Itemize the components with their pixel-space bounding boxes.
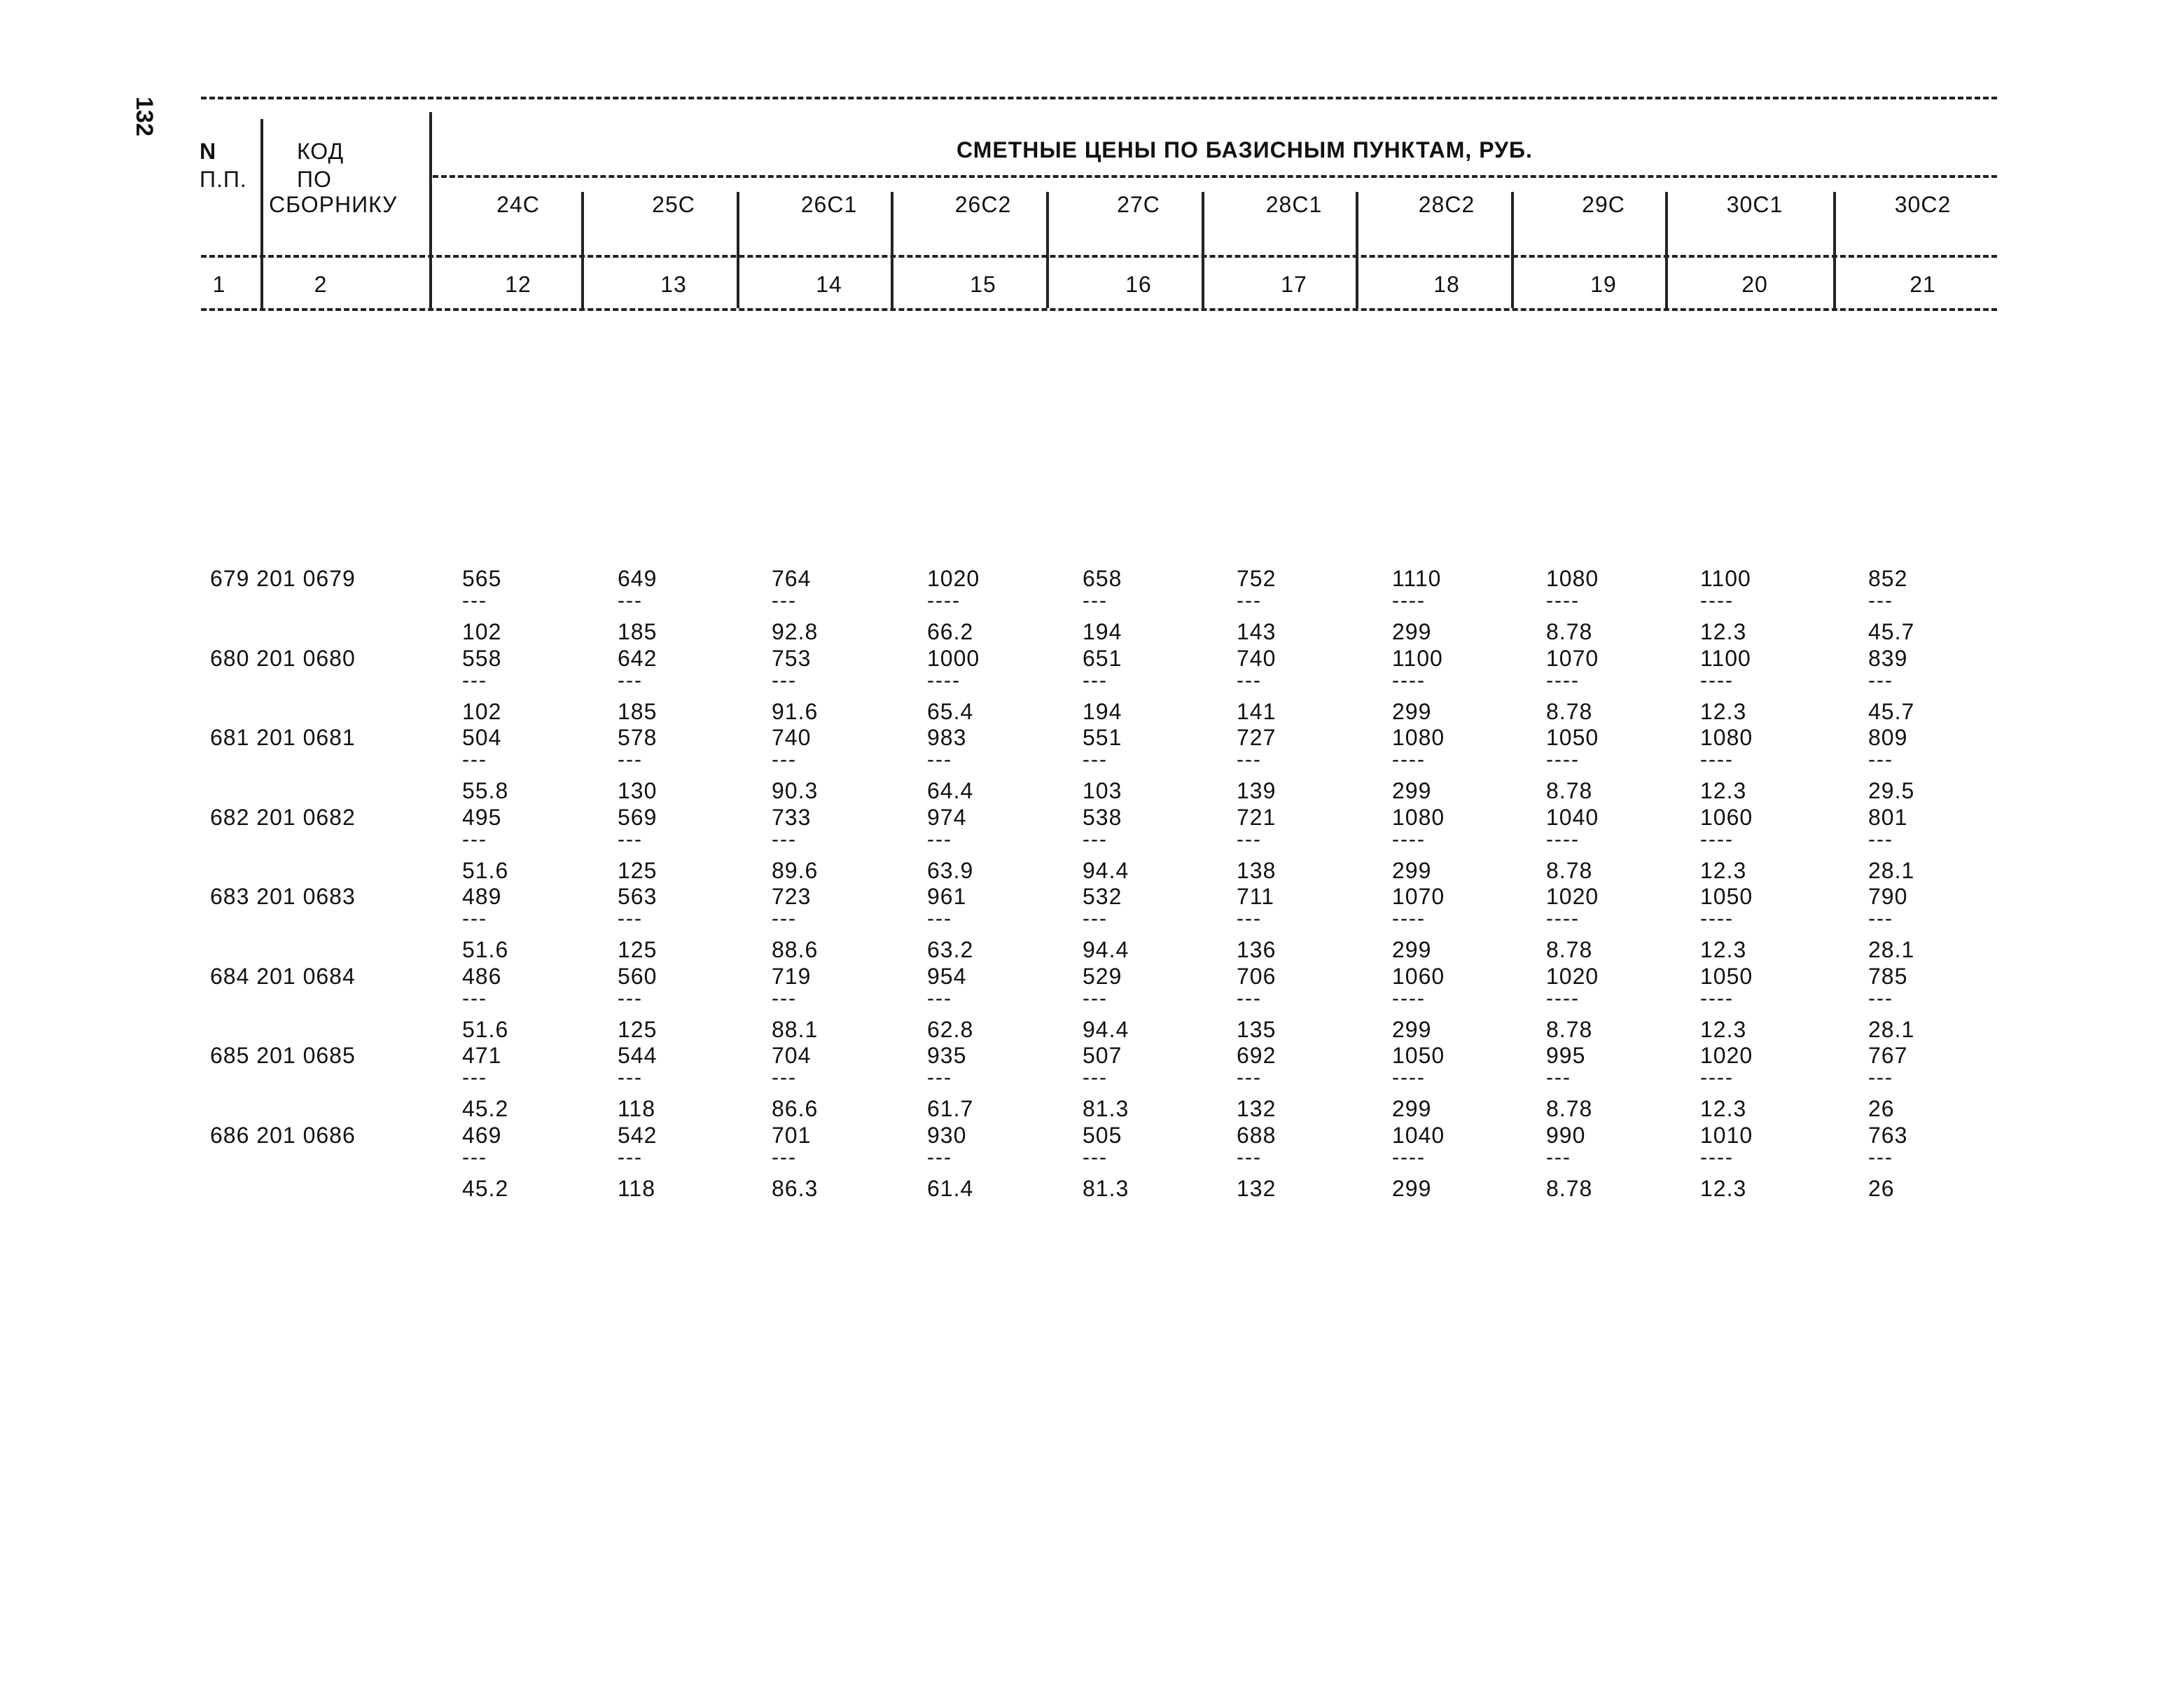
- header-bottom-rule: [201, 308, 1997, 311]
- transport-value: 86.3: [772, 1175, 819, 1201]
- transport-value: 51.6: [462, 1016, 509, 1042]
- fraction-bar: ---: [618, 827, 643, 851]
- fraction-bar: ---: [927, 748, 952, 771]
- transport-value: 12.3: [1700, 619, 1747, 644]
- column-number: 17: [1281, 272, 1307, 297]
- fraction-bar: ---: [462, 986, 487, 1010]
- vbar-price-3: [1046, 192, 1049, 308]
- transport-value: 12.3: [1700, 1175, 1747, 1201]
- vbar-price-1: [737, 192, 739, 308]
- price-value: 1010: [1700, 1122, 1753, 1148]
- price-value: 740: [772, 725, 812, 750]
- fraction-bar: ---: [1237, 748, 1262, 771]
- price-col-header: 26С1: [800, 192, 858, 217]
- fraction-bar: ----: [1700, 1066, 1734, 1089]
- fraction-bar: ----: [1392, 1066, 1426, 1089]
- row-code: 682 201 0682: [210, 804, 356, 830]
- fraction-bar: ---: [1868, 589, 1893, 612]
- transport-value: 64.4: [927, 778, 974, 803]
- transport-value: 299: [1392, 778, 1432, 803]
- transport-value: 185: [618, 698, 658, 724]
- price-value: 790: [1868, 884, 1908, 909]
- transport-value: 12.3: [1700, 1016, 1747, 1042]
- transport-value: 136: [1237, 937, 1277, 962]
- transport-value: 102: [462, 698, 502, 724]
- row-code: 685 201 0685: [210, 1043, 356, 1068]
- vbar-price-4: [1202, 192, 1204, 308]
- transport-value: 194: [1083, 698, 1122, 724]
- fraction-bar: ---: [1237, 986, 1262, 1010]
- price-value: 764: [772, 566, 812, 591]
- fraction-bar: ----: [1546, 827, 1580, 851]
- transport-value: 8.78: [1546, 1096, 1593, 1121]
- transport-value: 55.8: [462, 778, 509, 803]
- transport-value: 63.2: [927, 937, 974, 962]
- transport-value: 130: [618, 778, 658, 803]
- fraction-bar: ---: [927, 907, 952, 930]
- price-value: 1080: [1392, 725, 1445, 750]
- fraction-bar: ---: [927, 986, 952, 1010]
- fraction-bar: ---: [772, 589, 797, 612]
- price-value: 578: [618, 725, 658, 750]
- fraction-bar: ---: [772, 907, 797, 930]
- transport-value: 118: [618, 1175, 656, 1201]
- fraction-bar: ---: [462, 1066, 487, 1089]
- transport-value: 8.78: [1546, 857, 1593, 883]
- price-value: 852: [1868, 566, 1908, 591]
- price-value: 692: [1237, 1043, 1277, 1068]
- fraction-bar: ----: [1392, 589, 1426, 612]
- vbar-code: [429, 112, 432, 308]
- transport-value: 12.3: [1700, 698, 1747, 724]
- price-value: 723: [772, 884, 812, 909]
- price-value: 529: [1083, 963, 1122, 989]
- price-value: 995: [1546, 1043, 1586, 1068]
- transport-value: 88.6: [772, 937, 819, 962]
- fraction-bar: ----: [1700, 668, 1734, 692]
- price-col-header: 25С: [652, 192, 695, 217]
- price-value: 688: [1237, 1122, 1277, 1148]
- transport-value: 28.1: [1868, 937, 1915, 962]
- price-value: 558: [462, 645, 502, 671]
- price-value: 954: [927, 963, 967, 989]
- price-value: 505: [1083, 1122, 1122, 1148]
- header-n-line1: N: [200, 139, 217, 164]
- fraction-bar: ---: [618, 668, 643, 692]
- fraction-bar: ---: [1546, 1145, 1571, 1169]
- price-value: 752: [1237, 566, 1277, 591]
- fraction-bar: ---: [1868, 827, 1893, 851]
- price-value: 642: [618, 645, 658, 671]
- price-value: 711: [1237, 884, 1275, 909]
- price-col-header: 28С1: [1265, 192, 1323, 217]
- price-value: 721: [1237, 804, 1277, 830]
- transport-value: 51.6: [462, 857, 509, 883]
- price-value: 1080: [1700, 725, 1753, 750]
- price-value: 1040: [1392, 1122, 1445, 1148]
- column-number: 20: [1741, 272, 1768, 297]
- transport-value: 29.5: [1868, 778, 1915, 803]
- price-value: 538: [1083, 804, 1122, 830]
- column-number: 1: [212, 272, 226, 297]
- fraction-bar: ---: [1083, 1066, 1108, 1089]
- price-value: 469: [462, 1122, 502, 1148]
- fraction-bar: ----: [1392, 748, 1426, 771]
- fraction-bar: ---: [1083, 668, 1108, 692]
- fraction-bar: ---: [618, 907, 643, 930]
- transport-value: 103: [1083, 778, 1122, 803]
- header-span-title: СМЕТНЫЕ ЦЕНЫ ПО БАЗИСНЫМ ПУНКТАМ, РУБ.: [957, 137, 1533, 162]
- fraction-bar: ---: [772, 748, 797, 771]
- fraction-bar: ---: [1868, 748, 1893, 771]
- page-number: 132: [131, 97, 158, 137]
- vbar-price-7: [1665, 192, 1668, 308]
- transport-value: 299: [1392, 857, 1432, 883]
- price-value: 563: [618, 884, 658, 909]
- price-value: 801: [1868, 804, 1908, 830]
- fraction-bar: ----: [1700, 1145, 1734, 1169]
- fraction-bar: ---: [618, 589, 643, 612]
- header-code-line3: СБОРНИКУ: [269, 192, 398, 217]
- transport-value: 61.7: [927, 1096, 974, 1121]
- fraction-bar: ---: [1237, 1145, 1262, 1169]
- vbar-price-5: [1356, 192, 1358, 308]
- fraction-bar: ---: [927, 1145, 952, 1169]
- fraction-bar: ----: [1392, 986, 1426, 1010]
- transport-value: 12.3: [1700, 1096, 1747, 1121]
- price-value: 753: [772, 645, 812, 671]
- vbar-price-2: [891, 192, 893, 308]
- price-value: 733: [772, 804, 812, 830]
- column-number: 16: [1125, 272, 1152, 297]
- fraction-bar: ----: [1700, 748, 1734, 771]
- price-col-header: 30С2: [1894, 192, 1952, 217]
- fraction-bar: ----: [1546, 668, 1580, 692]
- fraction-bar: ---: [772, 668, 797, 692]
- price-value: 983: [927, 725, 967, 750]
- vbar-n: [260, 119, 263, 308]
- price-value: 1050: [1392, 1043, 1445, 1068]
- transport-value: 61.4: [927, 1175, 974, 1201]
- price-value: 961: [927, 884, 967, 909]
- transport-value: 94.4: [1083, 937, 1129, 962]
- fraction-bar: ---: [462, 907, 487, 930]
- price-value: 704: [772, 1043, 812, 1068]
- transport-value: 8.78: [1546, 937, 1593, 962]
- fraction-bar: ---: [1868, 986, 1893, 1010]
- price-value: 551: [1083, 725, 1122, 750]
- transport-value: 92.8: [772, 619, 819, 644]
- transport-value: 62.8: [927, 1016, 974, 1042]
- price-value: 727: [1237, 725, 1277, 750]
- fraction-bar: ---: [927, 1066, 952, 1089]
- fraction-bar: ---: [618, 1145, 643, 1169]
- price-value: 495: [462, 804, 502, 830]
- transport-value: 8.78: [1546, 1016, 1593, 1042]
- header-sub-rule: [201, 255, 1997, 258]
- fraction-bar: ---: [1546, 1066, 1571, 1089]
- price-value: 1000: [927, 645, 980, 671]
- fraction-bar: ---: [1237, 589, 1262, 612]
- price-value: 658: [1083, 566, 1122, 591]
- fraction-bar: ---: [1868, 907, 1893, 930]
- price-value: 719: [772, 963, 812, 989]
- price-value: 930: [927, 1122, 967, 1148]
- row-code: 679 201 0679: [210, 566, 356, 591]
- price-value: 1100: [1392, 645, 1443, 671]
- transport-value: 26: [1868, 1096, 1895, 1121]
- transport-value: 12.3: [1700, 857, 1747, 883]
- transport-value: 45.7: [1868, 619, 1915, 644]
- fraction-bar: ---: [618, 1066, 643, 1089]
- transport-value: 90.3: [772, 778, 819, 803]
- fraction-bar: ----: [1700, 907, 1734, 930]
- transport-value: 143: [1237, 619, 1277, 644]
- price-value: 1070: [1546, 645, 1599, 671]
- header-code-line2: ПО: [297, 167, 332, 192]
- price-value: 560: [618, 963, 658, 989]
- transport-value: 299: [1392, 619, 1432, 644]
- transport-value: 66.2: [927, 619, 974, 644]
- fraction-bar: ----: [1700, 986, 1734, 1010]
- price-value: 532: [1083, 884, 1122, 909]
- price-value: 542: [618, 1122, 658, 1148]
- price-value: 504: [462, 725, 502, 750]
- transport-value: 86.6: [772, 1096, 819, 1121]
- transport-value: 125: [618, 1016, 658, 1042]
- fraction-bar: ----: [1546, 907, 1580, 930]
- fraction-bar: ---: [618, 748, 643, 771]
- fraction-bar: ----: [1392, 907, 1426, 930]
- price-value: 785: [1868, 963, 1908, 989]
- transport-value: 8.78: [1546, 1175, 1593, 1201]
- row-code: 683 201 0683: [210, 884, 356, 909]
- transport-value: 125: [618, 937, 658, 962]
- transport-value: 185: [618, 619, 658, 644]
- column-number: 13: [660, 272, 687, 297]
- price-value: 974: [927, 804, 967, 830]
- transport-value: 94.4: [1083, 857, 1129, 883]
- price-col-header: 30С1: [1726, 192, 1783, 217]
- column-number: 15: [970, 272, 996, 297]
- fraction-bar: ---: [1083, 986, 1108, 1010]
- fraction-bar: ---: [1083, 748, 1108, 771]
- transport-value: 94.4: [1083, 1016, 1129, 1042]
- transport-value: 139: [1237, 778, 1277, 803]
- fraction-bar: ---: [1237, 1066, 1262, 1089]
- transport-value: 299: [1392, 698, 1432, 724]
- transport-value: 8.78: [1546, 778, 1593, 803]
- row-code: 680 201 0680: [210, 645, 356, 671]
- price-value: 990: [1546, 1122, 1586, 1148]
- price-value: 651: [1083, 645, 1122, 671]
- fraction-bar: ---: [1237, 827, 1262, 851]
- price-value: 701: [772, 1122, 812, 1148]
- header-code-line1: КОД: [297, 139, 345, 164]
- transport-value: 299: [1392, 1175, 1432, 1201]
- price-col-header: 29С: [1582, 192, 1625, 217]
- price-value: 489: [462, 884, 502, 909]
- price-value: 1070: [1392, 884, 1445, 909]
- price-value: 1100: [1700, 566, 1751, 591]
- transport-value: 51.6: [462, 937, 509, 962]
- fraction-bar: ---: [1237, 668, 1262, 692]
- transport-value: 12.3: [1700, 937, 1747, 962]
- transport-value: 8.78: [1546, 698, 1593, 724]
- fraction-bar: ---: [462, 827, 487, 851]
- header-mid-rule: [433, 175, 1997, 178]
- vbar-price-8: [1833, 192, 1836, 308]
- price-value: 809: [1868, 725, 1908, 750]
- transport-value: 81.3: [1083, 1096, 1129, 1121]
- fraction-bar: ---: [772, 827, 797, 851]
- fraction-bar: ---: [772, 1145, 797, 1169]
- transport-value: 89.6: [772, 857, 819, 883]
- price-value: 740: [1237, 645, 1277, 671]
- price-value: 1100: [1700, 645, 1751, 671]
- transport-value: 118: [618, 1096, 656, 1121]
- transport-value: 28.1: [1868, 1016, 1915, 1042]
- price-value: 486: [462, 963, 502, 989]
- fraction-bar: ---: [1237, 907, 1262, 930]
- row-code: 681 201 0681: [210, 725, 356, 750]
- fraction-bar: ---: [462, 668, 487, 692]
- transport-value: 194: [1083, 619, 1122, 644]
- price-col-header: 27С: [1117, 192, 1160, 217]
- transport-value: 12.3: [1700, 778, 1747, 803]
- price-value: 1020: [927, 566, 980, 591]
- transport-value: 125: [618, 857, 658, 883]
- column-number: 18: [1433, 272, 1460, 297]
- fraction-bar: ---: [1083, 1145, 1108, 1169]
- fraction-bar: ----: [1392, 668, 1426, 692]
- fraction-bar: ---: [772, 1066, 797, 1089]
- transport-value: 45.2: [462, 1175, 509, 1201]
- transport-value: 132: [1237, 1175, 1277, 1201]
- price-value: 1060: [1392, 963, 1445, 989]
- fraction-bar: ---: [1083, 589, 1108, 612]
- price-col-header: 24С: [496, 192, 540, 217]
- header-top-rule: [201, 97, 1997, 99]
- transport-value: 132: [1237, 1096, 1277, 1121]
- transport-value: 88.1: [772, 1016, 819, 1042]
- transport-value: 81.3: [1083, 1175, 1129, 1201]
- column-number: 12: [505, 272, 531, 297]
- price-value: 569: [618, 804, 658, 830]
- header-n-line2: П.П.: [200, 167, 247, 192]
- transport-value: 45.2: [462, 1096, 509, 1121]
- column-number: 21: [1910, 272, 1936, 297]
- fraction-bar: ----: [1546, 748, 1580, 771]
- fraction-bar: ----: [1700, 589, 1734, 612]
- transport-value: 299: [1392, 1096, 1432, 1121]
- row-code: 686 201 0686: [210, 1122, 356, 1148]
- fraction-bar: ----: [1546, 986, 1580, 1010]
- fraction-bar: ---: [1868, 1066, 1893, 1089]
- fraction-bar: ----: [1700, 827, 1734, 851]
- transport-value: 45.7: [1868, 698, 1915, 724]
- fraction-bar: ---: [1868, 668, 1893, 692]
- transport-value: 26: [1868, 1175, 1895, 1201]
- price-value: 763: [1868, 1122, 1908, 1148]
- fraction-bar: ---: [462, 748, 487, 771]
- price-value: 1110: [1392, 566, 1442, 591]
- transport-value: 299: [1392, 937, 1432, 962]
- transport-value: 63.9: [927, 857, 974, 883]
- fraction-bar: ---: [618, 986, 643, 1010]
- fraction-bar: ---: [1083, 827, 1108, 851]
- fraction-bar: ----: [927, 668, 961, 692]
- column-number: 14: [816, 272, 842, 297]
- price-value: 706: [1237, 963, 1277, 989]
- transport-value: 138: [1237, 857, 1277, 883]
- transport-value: 135: [1237, 1016, 1277, 1042]
- fraction-bar: ---: [462, 589, 487, 612]
- transport-value: 91.6: [772, 698, 819, 724]
- fraction-bar: ---: [772, 986, 797, 1010]
- transport-value: 65.4: [927, 698, 974, 724]
- fraction-bar: ----: [1392, 1145, 1426, 1169]
- transport-value: 141: [1237, 698, 1277, 724]
- price-value: 507: [1083, 1043, 1122, 1068]
- fraction-bar: ---: [462, 1145, 487, 1169]
- price-value: 1020: [1546, 884, 1599, 909]
- price-value: 565: [462, 566, 502, 591]
- price-value: 1050: [1546, 725, 1599, 750]
- column-number: 2: [314, 272, 328, 297]
- price-value: 1050: [1700, 884, 1753, 909]
- price-value: 767: [1868, 1043, 1908, 1068]
- price-value: 1080: [1546, 566, 1599, 591]
- transport-value: 102: [462, 619, 502, 644]
- fraction-bar: ----: [927, 589, 961, 612]
- price-value: 544: [618, 1043, 658, 1068]
- price-value: 839: [1868, 645, 1908, 671]
- transport-value: 299: [1392, 1016, 1432, 1042]
- fraction-bar: ---: [1083, 907, 1108, 930]
- price-value: 1040: [1546, 804, 1599, 830]
- price-col-header: 28С2: [1418, 192, 1475, 217]
- price-value: 649: [618, 566, 658, 591]
- transport-value: 28.1: [1868, 857, 1915, 883]
- vbar-price-6: [1511, 192, 1514, 308]
- vbar-price-0: [581, 192, 584, 308]
- column-number: 19: [1590, 272, 1617, 297]
- price-value: 471: [462, 1043, 502, 1068]
- price-value: 1080: [1392, 804, 1445, 830]
- price-value: 1020: [1546, 963, 1599, 989]
- price-value: 1020: [1700, 1043, 1753, 1068]
- fraction-bar: ----: [1546, 589, 1580, 612]
- fraction-bar: ----: [1392, 827, 1426, 851]
- price-value: 1050: [1700, 963, 1753, 989]
- fraction-bar: ---: [927, 827, 952, 851]
- price-col-header: 26С2: [954, 192, 1012, 217]
- transport-value: 8.78: [1546, 619, 1593, 644]
- price-value: 1060: [1700, 804, 1753, 830]
- row-code: 684 201 0684: [210, 963, 356, 989]
- fraction-bar: ---: [1868, 1145, 1893, 1169]
- price-value: 935: [927, 1043, 967, 1068]
